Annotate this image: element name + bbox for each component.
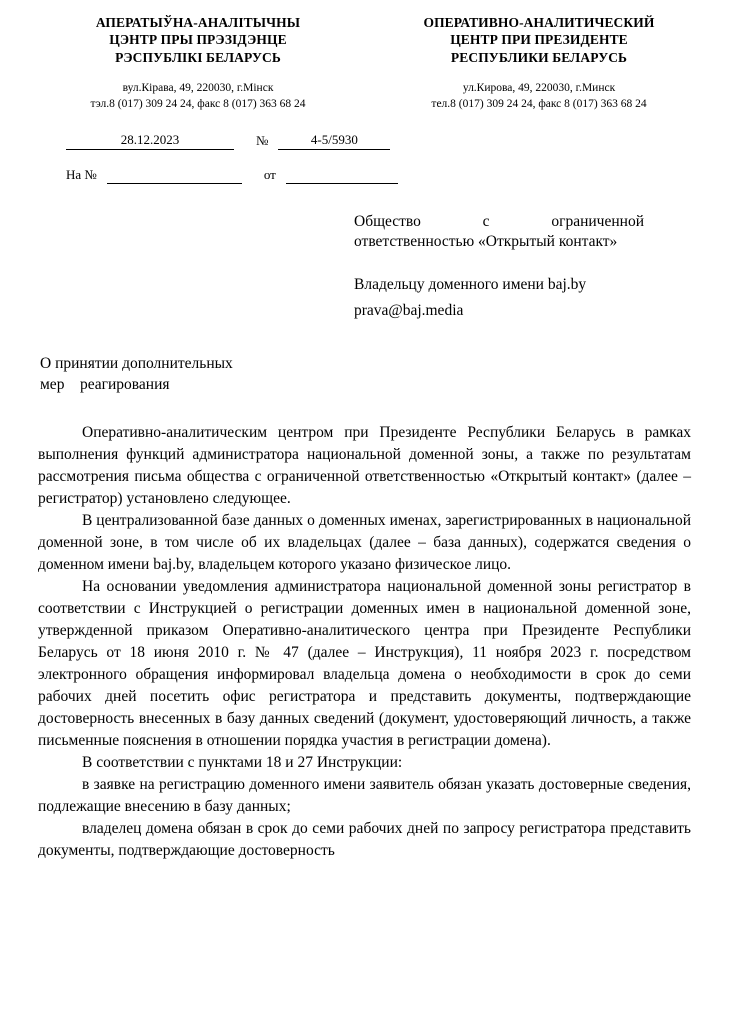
document-subject-line-2: мер реагирования <box>40 375 170 393</box>
body-paragraph: Оперативно-аналитическим центром при Президенте Республики Беларусь в рамках выполнения функций администратора национальной доменной зоны, а также по результатам рассмотрения письма общества с ограниченной ответственностью «Открытый контакт» (далее – регистратор) установлено следующее. <box>38 423 691 507</box>
reference-from-value <box>286 183 398 184</box>
letterhead-belarusian-title-line-2: ЦЭНТР ПРЫ ПРЭЗІДЭНЦЕ <box>109 32 287 48</box>
addressee-organization: Общество с ограниченной ответственностью «Открытый контакт» <box>354 212 644 251</box>
reference-line-incoming <box>66 164 691 184</box>
letterhead-belarusian <box>48 14 348 112</box>
letterhead-belarusian-address-line-1: вул.Кірава, 49, 220030, г.Мінск <box>122 81 274 94</box>
reference-date: 28.12.2023 <box>66 132 234 150</box>
letterhead-russian-address-line-2: тел.8 (017) 309 24 24, факс 8 (017) 363 68 24 <box>431 97 647 110</box>
reference-line-outgoing <box>66 130 691 150</box>
letterhead <box>38 0 691 112</box>
letterhead-belarusian-title-line-1: АПЕРАТЫЎНА-АНАЛІТЫЧНЫ <box>95 15 301 30</box>
document-subject <box>40 354 340 396</box>
letterhead-russian <box>389 14 689 112</box>
body-paragraph: В централизованной базе данных о доменных именах, зарегистрированных в национальной доменной зоне, в том числе об их владельцах (далее – база данных), содержатся сведения о доменном имени baj.by, владельцем которого указано физическое лицо. <box>38 511 691 573</box>
letterhead-russian-title-line-1: ОПЕРАТИВНО-АНАЛИТИЧЕСКИЙ <box>423 15 655 30</box>
addressee-block <box>354 212 644 322</box>
addressee-domain-owner: Владельцу доменного имени baj.by <box>354 275 587 293</box>
document-body <box>38 422 691 862</box>
letterhead-belarusian-address <box>48 80 348 112</box>
reference-from-label: от <box>263 166 276 182</box>
document-subject-line-1: О принятии дополнительных <box>40 354 233 372</box>
letterhead-russian-address-line-1: ул.Кирова, 49, 220030, г.Минск <box>462 81 616 94</box>
body-paragraph: В соответствии с пунктами 18 и 27 Инструкции: <box>82 753 403 771</box>
addressee-email: prava@baj.media <box>354 302 464 320</box>
letterhead-russian-title <box>389 14 689 66</box>
reference-on-value <box>107 183 242 184</box>
body-paragraph: в заявке на регистрацию доменного имени заявитель обязан указать достоверные сведения, подлежащие внесению в базу данных; <box>38 775 691 815</box>
letterhead-russian-title-line-3: РЕСПУБЛИКИ БЕЛАРУСЬ <box>450 49 628 65</box>
reference-number-label: № <box>256 132 269 148</box>
letterhead-russian-address <box>389 80 689 112</box>
letterhead-belarusian-title-line-3: РЭСПУБЛІКІ БЕЛАРУСЬ <box>115 49 281 65</box>
body-paragraph: владелец домена обязан в срок до семи рабочих дней по запросу регистратора представить документы, подтверждающие достоверность <box>38 819 691 859</box>
reference-number: 4-5/5930 <box>278 132 390 150</box>
letterhead-belarusian-title <box>48 14 348 66</box>
reference-on-label: На № <box>66 166 97 182</box>
letterhead-belarusian-address-line-2: тэл.8 (017) 309 24 24, факс 8 (017) 363 68 24 <box>90 97 306 110</box>
body-paragraph: На основании уведомления администратора национальной доменной зоны регистратор в соответствии с Инструкцией о регистрации доменных имен в национальной доменной зоне, утвержденной приказом Оперативно-аналитического центра при Президенте Республики Беларусь от 18 июня 2010 г. № 47 (далее – Инструкция), 11 ноября 2023 г. посредством электронного обращения информировал владельца домена о необходимости в срок до семи рабочих дней посетить офис регистратора и представить документы, подтверждающие достоверность внесенных в базу данных сведений (документ, удостоверяющий личность, а также письменные пояснения в отношении порядка участия в регистрации домена). <box>38 577 691 749</box>
letterhead-russian-title-line-2: ЦЕНТР ПРИ ПРЕЗИДЕНТЕ <box>450 32 628 48</box>
